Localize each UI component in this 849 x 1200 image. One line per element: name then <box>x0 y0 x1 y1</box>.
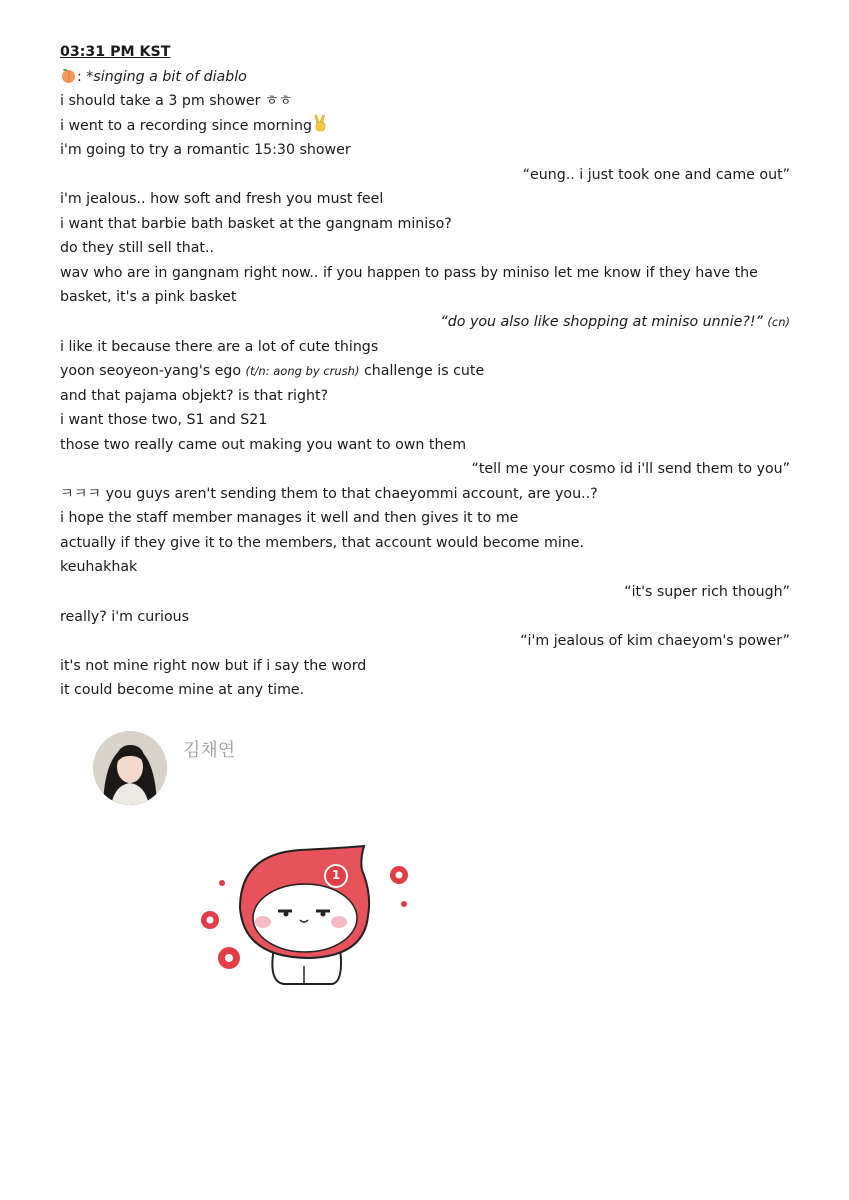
transcript-line: i'm jealous.. how soft and fresh you must feel <box>60 191 384 208</box>
transcript-line: do they still sell that.. <box>60 240 215 257</box>
transcript-line: keuhakhak <box>60 559 138 576</box>
character-sticker <box>192 838 422 992</box>
transcript-line: i want those two, S1 and S21 <box>60 412 268 429</box>
line-text-end: challenge is cute <box>363 363 485 380</box>
transcript-line: those two really came out making you want to own them <box>60 436 467 453</box>
transcript-line: i should take a 3 pm shower ㅎㅎ <box>60 93 293 110</box>
transcript-line: really? i'm curious <box>60 608 190 625</box>
transcript-line: actually if they give it to the members, that account would become mine. <box>60 534 585 551</box>
fan-comment: “tell me your cosmo id i'll send them to you” <box>471 461 790 478</box>
transcript-line: and that pajama objekt? is that right? <box>60 387 329 404</box>
comment-text: “do you also like shopping at miniso unnie?!” <box>440 314 763 331</box>
transcript <box>60 40 790 703</box>
transcript-line <box>60 359 790 384</box>
action-text: *singing a bit of diablo <box>86 68 247 85</box>
fan-comment <box>60 310 790 335</box>
transcript-line: wav who are in gangnam right now.. if you happen to pass by miniso let me know if they have the <box>60 264 758 281</box>
transcript-line <box>60 65 790 90</box>
victory-hand-icon <box>312 114 329 141</box>
line-text: yoon seoyeon-yang's ego <box>60 363 242 380</box>
transcript-line: it's not mine right now but if i say the word <box>60 657 367 674</box>
transcript-line: it could become mine at any time. <box>60 682 305 699</box>
transcript-line: basket, it's a pink basket <box>60 289 237 306</box>
transcript-line <box>60 114 790 139</box>
transcript-line: i like it because there are a lot of cute things <box>60 338 379 355</box>
transcript-line: ㅋㅋㅋ you guys aren't sending them to that chaeyommi account, are you..? <box>60 485 598 502</box>
transcript-line: i'm going to try a romantic 15:30 shower <box>60 142 351 159</box>
fan-comment: “i'm jealous of kim chaeyom's power” <box>520 633 790 650</box>
transcript-line: i want that barbie bath basket at the gangnam miniso? <box>60 215 452 232</box>
translator-note: (t/n: aong by crush) <box>245 364 360 379</box>
username: 김채연 <box>183 740 236 761</box>
fan-comment: “eung.. i just took one and came out” <box>522 166 790 183</box>
speaker-separator: : <box>77 68 87 85</box>
timestamp: 03:31 PM KST <box>60 44 171 60</box>
translator-note: (cn) <box>767 315 790 330</box>
avatar[interactable] <box>93 731 167 805</box>
notification-badge: 1 <box>331 868 341 882</box>
line-text: i went to a recording since morning <box>60 117 312 134</box>
transcript-line: i hope the staff member manages it well and then gives it to me <box>60 510 519 527</box>
fan-comment: “it's super rich though” <box>624 584 790 601</box>
